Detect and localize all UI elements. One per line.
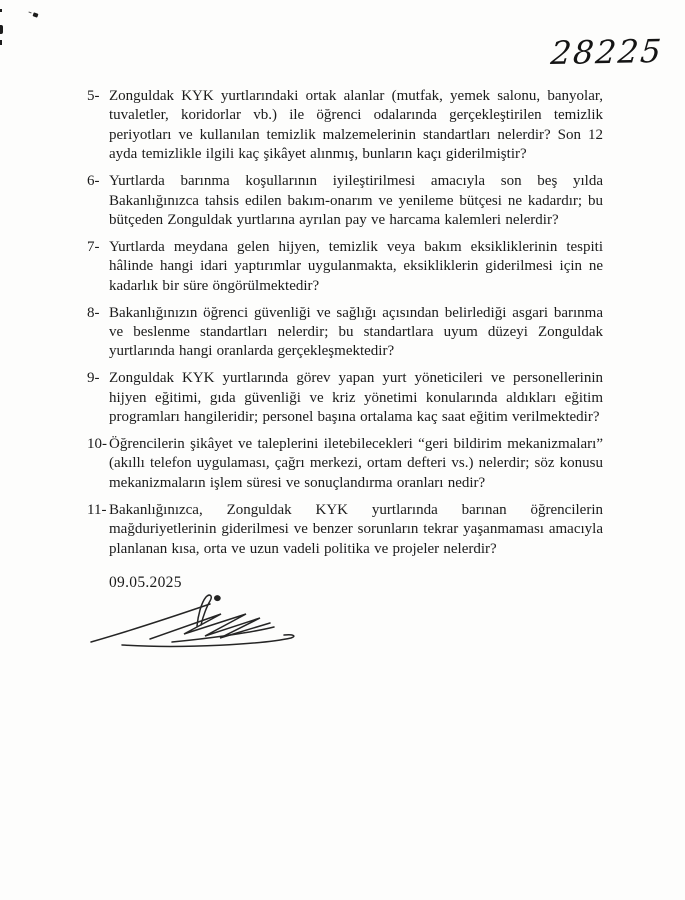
question-number: 11-: [87, 501, 107, 518]
scan-artifact: [32, 12, 38, 17]
question-list: [87, 87, 603, 566]
question-number: 6-: [87, 173, 100, 190]
question-text: Zonguldak KYK yurtlarında görev yapan yurt yöneticileri ve personellerinin hijyen eğitimi, gıda güvenliği ve kriz yönetimi konularında aldıkları eğitim programları hangileridir; personel başına ortalama kaç saat eğitim verilmektedir?: [109, 370, 603, 426]
question-text: Bakanlığınızın öğrenci güvenliği ve sağlığı açısından belirlediği asgari barınma ve beslenme standartları nelerdir; bu standartlara uyum düzeyi Zonguldak yurtlarında hangi oranlarda gerçekleşmektedir?: [109, 304, 603, 360]
question-number: 10-: [87, 436, 107, 452]
question-text: Bakanlığınızca, Zonguldak KYK yurtlarında barınan öğrencilerin mağduriyetlerinin giderilmesi ve benzer sorunların tekrar yaşanmaması amacıyla planlanan kısa, orta ve uzun vadeli politika ve projeler nelerdir?: [109, 501, 603, 557]
question-item-10: [87, 435, 603, 493]
question-text: Yurtlarda meydana gelen hijyen, temizlik veya bakım eksikliklerinin tespiti hâlinde hangi idari yaptırımlar uygulanmakta, eksikliklerin giderilmesi için ne kadarlık bir süre öngörülmektedir?: [109, 238, 603, 294]
question-item-8: [87, 304, 603, 362]
signature-scribble: [84, 594, 314, 652]
question-number: 7-: [87, 238, 100, 255]
question-item-7: [87, 238, 603, 296]
question-text: Öğrencilerin şikâyet ve taleplerini iletebilecekleri “geri bildirim mekanizmaları” (akıllı telefon uygulaması, çağrı merkezi, ortam defteri vs.) nelerdir; söz konusu mekanizmaların işlem süresi ve sonuçlandırma oranları nedir?: [109, 436, 603, 491]
handwritten-folio-number: 28225: [549, 32, 665, 72]
question-number: 9-: [87, 370, 100, 387]
scan-artifact: [0, 40, 2, 45]
scan-artifact: [0, 9, 2, 12]
document-date: 09.05.2025: [109, 574, 182, 591]
question-text: Zonguldak KYK yurtlarındaki ortak alanlar (mutfak, yemek salonu, banyolar, tuvaletler, koridorlar vb.) ile öğrenci odalarında gerçekleştirilen temizlik periyotları ve kullanılan temizlik malzemelerinin standartları nelerdir? Son 12 ayda temizlikle ilgili kaç şikâyet alınmış, bunların kaçı giderilmiştir?: [109, 88, 603, 163]
question-text: Yurtlarda barınma koşullarının iyileştirilmesi amacıyla son beş yılda Bakanlığınızca tahsis edilen bakım-onarım ve yenileme bütçesi ne kadardır; bu bütçeden Zonguldak yurtlarına ayrılan pay ve harcama kalemleri nelerdir?: [109, 173, 603, 228]
question-number: 5-: [87, 88, 100, 104]
scan-artifact: [0, 25, 3, 34]
question-item-5: [87, 87, 603, 165]
question-number: 8-: [87, 304, 100, 321]
question-item-11: [87, 501, 603, 559]
question-item-6: [87, 172, 603, 230]
question-item-9: [87, 369, 603, 427]
